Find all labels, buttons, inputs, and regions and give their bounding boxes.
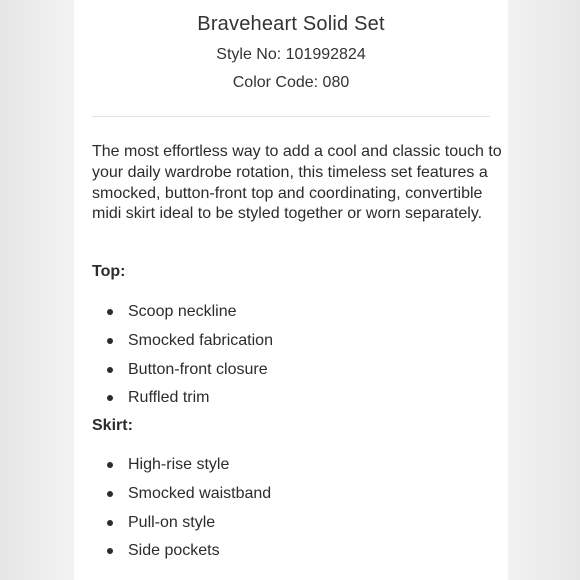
color-code: Color Code: 080 [232, 74, 350, 91]
list-item [104, 302, 273, 331]
product-title: Braveheart Solid Set [197, 13, 385, 35]
bullet-icon [107, 548, 113, 554]
product-details-card [74, 0, 508, 580]
bullet-icon [107, 520, 113, 526]
list-item-label: High-rise style [128, 456, 230, 473]
list-item-label: Ruffled trim [128, 389, 210, 407]
top-features-list [104, 302, 273, 417]
bullet-icon [107, 367, 113, 373]
list-item [104, 331, 273, 360]
list-item-label: Scoop neckline [128, 303, 237, 320]
list-item [104, 541, 271, 570]
list-item-label: Side pockets [128, 542, 220, 560]
bullet-icon [107, 338, 113, 344]
bullet-icon [107, 462, 113, 468]
product-header [74, 10, 508, 94]
bullet-icon [107, 395, 113, 401]
list-item [104, 360, 273, 389]
section-heading-skirt: Skirt: [92, 417, 133, 434]
bullet-icon [107, 309, 113, 315]
product-description: The most effortless way to add a cool and classic touch to your daily wardrobe rotation, this timeless set features a smocked, button-front top and coordinating, convertible midi skirt ideal to be styled together or worn separately. [92, 143, 502, 223]
bullet-icon [107, 491, 113, 497]
list-item-label: Button-front closure [128, 360, 268, 378]
skirt-features-list [104, 455, 271, 570]
list-item [104, 455, 271, 484]
list-item [104, 513, 271, 542]
header-divider [92, 116, 490, 117]
list-item [104, 484, 271, 513]
style-number: Style No: 101992824 [216, 46, 366, 63]
section-heading-top: Top: [92, 263, 126, 280]
list-item [104, 388, 273, 417]
list-item-label: Smocked waistband [128, 484, 272, 502]
list-item-label: Smocked fabrication [128, 331, 273, 349]
list-item-label: Pull-on style [128, 513, 216, 531]
